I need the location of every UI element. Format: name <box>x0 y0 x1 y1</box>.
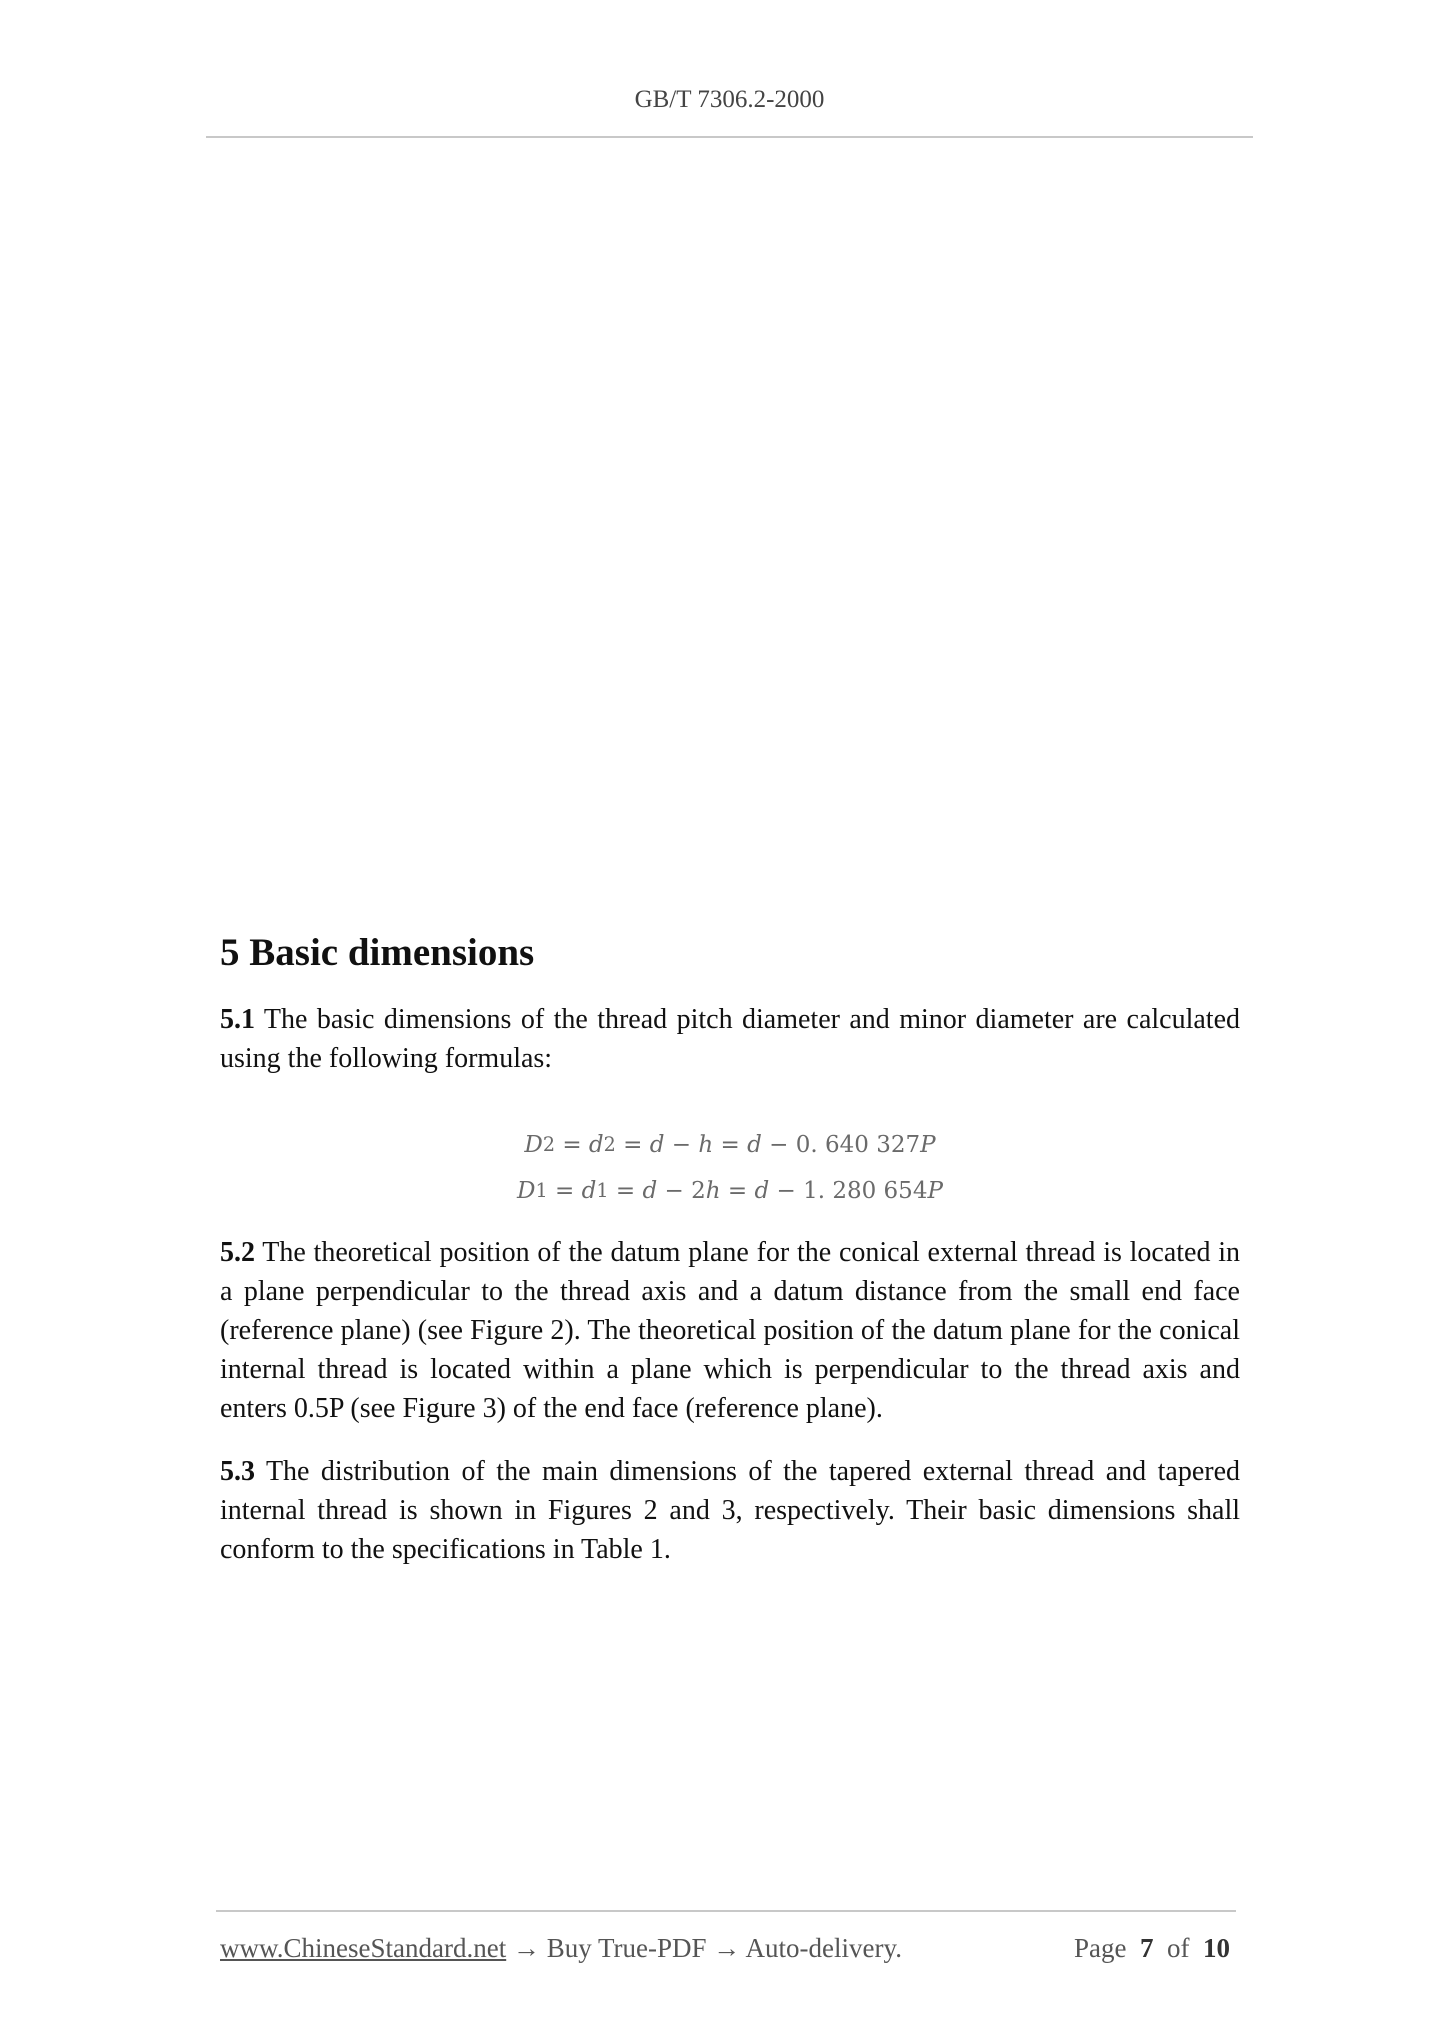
paragraph-5-1 <box>220 1000 1240 1078</box>
formula-symbol: h <box>698 1132 714 1158</box>
page-label: Page <box>1074 1933 1127 1963</box>
formula-pitch-diameter <box>500 1122 960 1168</box>
formula-symbol: d <box>642 1178 658 1204</box>
formula-symbol: d <box>649 1132 665 1158</box>
current-page-number: 7 <box>1140 1933 1154 1963</box>
formula-subscript: 2 <box>542 1133 556 1156</box>
paragraph-5-3 <box>220 1452 1240 1569</box>
formula-subscript: 2 <box>603 1133 616 1156</box>
clause-number: 5.1 <box>220 1004 255 1035</box>
formula-constant: − 1. 280 654 <box>769 1178 928 1204</box>
section-heading: 5 Basic dimensions <box>220 931 535 974</box>
formula-symbol: P <box>920 1132 936 1158</box>
formula-constant: − 0. 640 327 <box>761 1132 921 1158</box>
formula-operator: − 2 <box>657 1178 706 1204</box>
clause-text: The distribution of the main dimensions of the tapered external thread and tapered internal thread is shown in Figures 2 and 3, respectively. Their basic dimensions shall conform to the specifications in Table 1. <box>220 1456 1240 1565</box>
clause-number: 5.3 <box>220 1456 255 1487</box>
footer-tagline: → Buy True-PDF → Auto-delivery. <box>506 1933 902 1963</box>
formula-operator: = <box>547 1178 582 1204</box>
formula-operator: = <box>713 1132 748 1158</box>
formula-operator: − <box>664 1132 699 1158</box>
formula-symbol: d <box>747 1132 762 1158</box>
formula-minor-diameter <box>500 1168 960 1214</box>
formula-operator: = <box>615 1132 650 1158</box>
header-divider <box>206 136 1253 138</box>
page-indicator <box>1074 1933 1230 1964</box>
formula-symbol: h <box>705 1178 721 1204</box>
formula-block <box>500 1122 960 1214</box>
formula-operator: = <box>720 1178 755 1204</box>
of-label: of <box>1167 1933 1190 1963</box>
formula-subscript: 1 <box>596 1179 609 1202</box>
clause-text: The basic dimensions of the thread pitch diameter and minor diameter are calculated using the following formulas: <box>220 1004 1240 1074</box>
formula-operator: = <box>608 1178 643 1204</box>
footer-divider <box>216 1910 1236 1912</box>
formula-symbol: d <box>588 1132 604 1158</box>
clause-text: The theoretical position of the datum plane for the conical external thread is located in a plane perpendicular to the thread axis and a datum distance from the small end face (reference plane) (see Figure 2). The theoretical position of the datum plane for the conical internal thread is located within a plane which is perpendicular to the thread axis and enters 0.5P (see Figure 3) of the end face (reference plane). <box>220 1237 1240 1424</box>
formula-symbol: d <box>754 1178 770 1204</box>
footer-promo <box>220 1933 902 1964</box>
total-pages-number: 10 <box>1203 1933 1230 1963</box>
formula-symbol: D <box>524 1132 543 1158</box>
paragraph-5-2 <box>220 1233 1240 1428</box>
formula-subscript: 1 <box>535 1179 548 1202</box>
clause-number: 5.2 <box>220 1237 255 1268</box>
formula-symbol: d <box>581 1178 597 1204</box>
formula-symbol: P <box>927 1178 943 1204</box>
website-link[interactable]: www.ChineseStandard.net <box>220 1933 507 1963</box>
formula-symbol: D <box>517 1178 536 1204</box>
document-id-header: GB/T 7306.2-2000 <box>634 86 825 113</box>
formula-operator: = <box>555 1132 589 1158</box>
